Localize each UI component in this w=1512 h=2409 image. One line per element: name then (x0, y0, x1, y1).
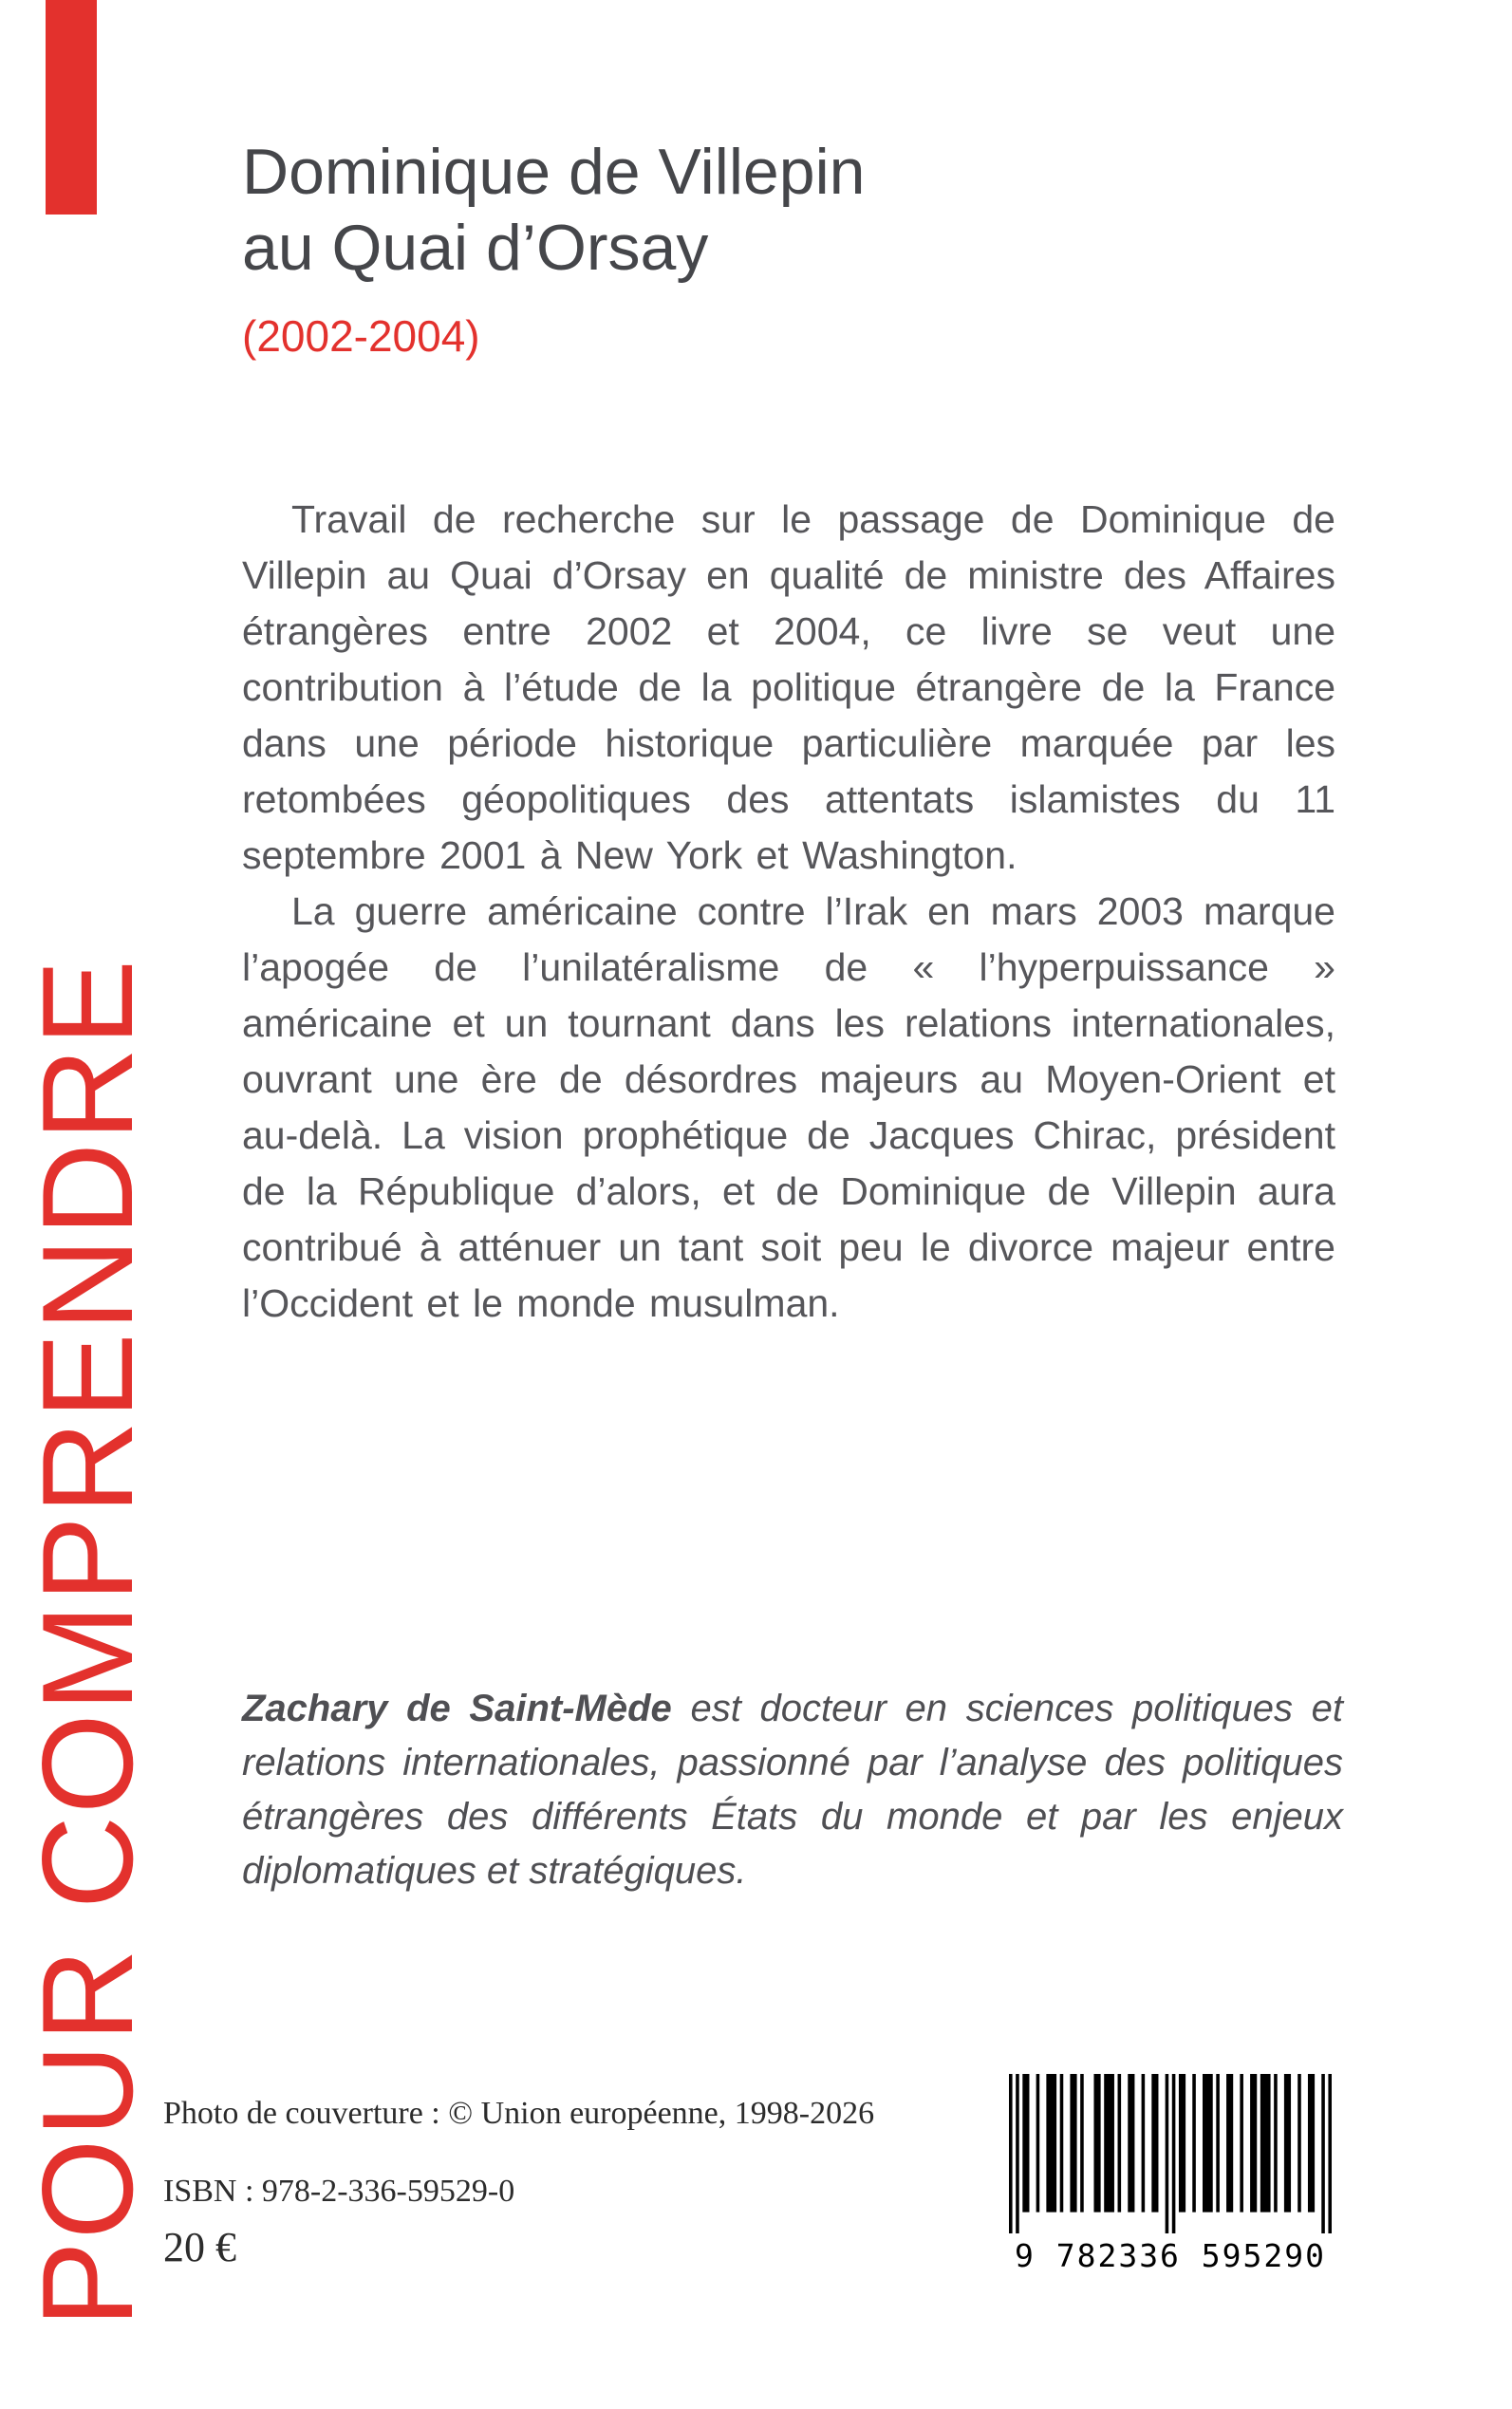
author-name: Zachary de Saint-Mède (242, 1688, 672, 1729)
isbn: ISBN : 978-2-336-59529-0 (163, 2174, 515, 2209)
title-block (242, 135, 866, 362)
price: 20 € (163, 2224, 236, 2270)
collection-title-vertical: POUR COMPRENDRE (15, 958, 159, 2327)
book-title-line2: au Quai d’Orsay (242, 211, 709, 284)
author-bio (242, 1682, 1343, 1898)
book-title-line1: Dominique de Villepin (242, 136, 866, 208)
synopsis-paragraph-1: Travail de recherche sur le passage de Dominique de Villepin au Quai d’Orsay en qualité de ministre des Affaires étrangères entre 2002 et 2004, ce livre se veut une contribution à l’étude de la politique étrangère de la France dans une période historique particulière marquée par les retombées géopolitiques des attentats islamistes du 11 septembre 2001 à New York et Washington. (242, 497, 1335, 877)
barcode-bars (1009, 2074, 1332, 2233)
photo-credit: Photo de couverture : © Union européenne, 1998-2026 (163, 2096, 875, 2131)
author-bio-text: est docteur en sciences politiques et relations internationales, passionné par l’analyse des politiques étrangères des différents États du monde et par les enjeux diplomatiques et stratégiques. (242, 1688, 1344, 1892)
barcode (1009, 2074, 1332, 2274)
book-title (242, 135, 866, 286)
synopsis (242, 492, 1335, 1332)
barcode-number: 9 782336 595290 (1014, 2237, 1326, 2274)
author-bio-paragraph (242, 1682, 1343, 1898)
title-years: (2002-2004) (242, 311, 480, 362)
spine-red-bar (46, 0, 97, 215)
synopsis-paragraph-2: La guerre américaine contre l’Irak en mars 2003 marque l’apogée de l’unilatéralisme de « l’hyperpuissance » américaine et un tournant dans les relations internationales, ouvrant une ère de désordres majeurs au Moyen-Orient et au-delà. La vision prophétique de Jacques Chirac, président de la République d’alors, et de Dominique de Villepin aura contribué à atténuer un tant soit peu le divorce majeur entre l’Occident et le monde musulman. (242, 889, 1335, 1325)
